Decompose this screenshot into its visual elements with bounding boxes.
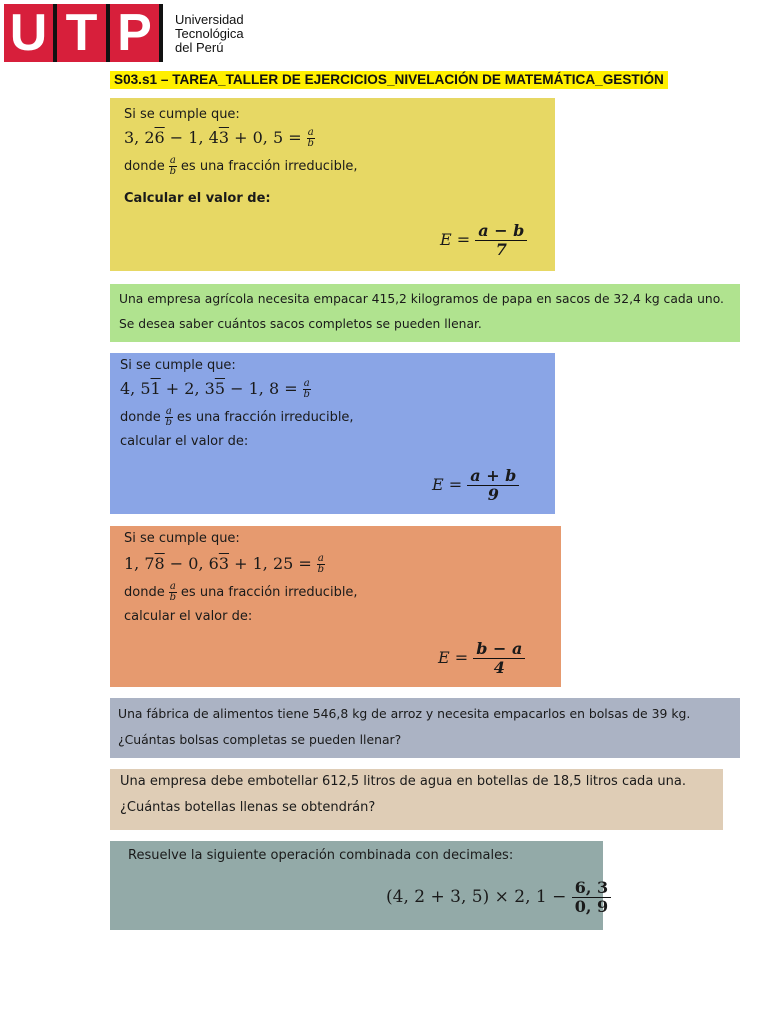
donde-fraction: [169, 156, 177, 177]
eq-term: 1, 7: [124, 554, 155, 573]
exercise-1-ask: Calcular el valor de:: [124, 191, 271, 206]
exercise-6-line-2: ¿Cuántas botellas llenas se obtendrán?: [120, 800, 376, 815]
eq-fraction: [303, 379, 311, 400]
exercise-5-line-2: ¿Cuántas bolsas completas se pueden llenar?: [118, 732, 402, 747]
exercise-1-intro: Si se cumple que:: [124, 107, 240, 122]
fraction-denominator: 0, 9: [574, 897, 609, 916]
eq-term: + 1, 25 =: [229, 554, 317, 573]
fraction-numerator: a: [169, 155, 176, 166]
fraction-denominator: b: [307, 138, 314, 149]
exercise-1-donde: [124, 156, 358, 177]
logo-text-line: del Perú: [175, 40, 224, 55]
exercise-7-box: [110, 841, 609, 930]
exercise-4-ask: calcular el valor de:: [124, 609, 253, 624]
expression-fraction: [475, 222, 527, 259]
eq-repeating-digit: 6: [154, 128, 165, 147]
exercise-1-box: [110, 98, 555, 271]
utp-logo: [4, 4, 254, 62]
expression-lhs: E =: [432, 475, 468, 494]
expression-term: (4, 2 + 3, 5) × 2, 1 −: [386, 887, 572, 907]
fraction-denominator: 9: [487, 485, 499, 504]
exercise-5-line-1: Una fábrica de alimentos tiene 546,8 kg de arroz y necesita empacarlos en bolsas de 39 kg.: [118, 706, 691, 721]
fraction-denominator: 7: [495, 240, 507, 259]
document-title: S03.s1 – TAREA_TALLER DE EJERCICIOS_NIVELACIÓN DE MATEMÁTICA_GESTIÓN: [110, 71, 668, 89]
eq-term: + 0, 5 =: [229, 128, 307, 147]
eq-term: − 1, 8 =: [225, 379, 303, 398]
exercise-3-equation: [120, 379, 311, 400]
logo-letter-p: P: [110, 4, 159, 62]
eq-repeating-digit: 5: [214, 379, 226, 398]
eq-repeating-digit: 3: [218, 554, 230, 573]
exercise-4-expression: [438, 640, 525, 677]
exercise-4-box: [110, 526, 561, 687]
exercise-7-intro: Resuelve la siguiente operación combinada con decimales:: [128, 848, 514, 863]
exercise-1-expression: [440, 222, 527, 259]
eq-term: − 1, 4: [164, 128, 219, 147]
fraction-numerator: a: [307, 127, 314, 138]
eq-term: 3, 2: [124, 128, 155, 147]
fraction-denominator: b: [169, 592, 177, 603]
fraction-denominator: 4: [493, 658, 505, 677]
exercise-2-line-2: Se desea saber cuántos sacos completos se pueden llenar.: [119, 317, 482, 331]
eq-term: 4, 5: [120, 379, 151, 398]
logo-text-line: Tecnológica: [175, 26, 244, 41]
fraction-denominator: b: [303, 389, 310, 400]
exercise-3-box: [110, 353, 555, 514]
exercise-4-donde: [124, 582, 358, 603]
eq-repeating-digit: 8: [154, 554, 165, 573]
expression-lhs: E =: [438, 648, 474, 667]
logo-separator: [159, 4, 163, 62]
expression-lhs: E =: [440, 230, 476, 249]
eq-repeating-digit: 3: [218, 128, 230, 147]
exercise-5-box: [110, 698, 740, 758]
donde-text: es una fracción irreducible,: [172, 410, 354, 425]
eq-fraction: [317, 554, 325, 575]
exercise-3-expression: [432, 467, 519, 504]
fraction-numerator: a: [317, 553, 324, 564]
exercise-2-box: [110, 284, 740, 342]
exercise-3-intro: Si se cumple que:: [120, 358, 236, 373]
exercise-6-line-1: Una empresa debe embotellar 612,5 litros de agua en botellas de 18,5 litros cada una.: [120, 774, 686, 789]
fraction-numerator: a: [169, 581, 176, 592]
exercise-6-box: [110, 769, 723, 830]
fraction-numerator: b − a: [473, 640, 525, 659]
eq-repeating-digit: 1: [150, 379, 161, 398]
exercise-3-donde: [120, 407, 354, 428]
eq-term: − 0, 6: [164, 554, 219, 573]
eq-term: + 2, 3: [160, 379, 215, 398]
eq-fraction: [307, 128, 315, 149]
logo-text-line: Universidad: [175, 12, 244, 27]
fraction-denominator: b: [169, 166, 177, 177]
expression-fraction: [572, 879, 611, 916]
exercise-2-line-1: Una empresa agrícola necesita empacar 415,2 kilogramos de papa en sacos de 32,4 kg cada uno.: [119, 292, 724, 306]
fraction-numerator: a: [303, 378, 310, 389]
fraction-denominator: b: [317, 564, 325, 575]
expression-fraction: [473, 640, 525, 677]
fraction-denominator: b: [165, 417, 173, 428]
fraction-numerator: a − b: [475, 222, 527, 241]
donde-text: es una fracción irreducible,: [176, 159, 358, 174]
fraction-numerator: a: [165, 406, 172, 417]
donde-fraction: [165, 407, 173, 428]
donde-fraction: [169, 582, 177, 603]
expression-fraction: [467, 467, 519, 504]
fraction-numerator: 6, 3: [572, 879, 611, 898]
exercise-1-equation: [124, 128, 315, 149]
donde-text: es una fracción irreducible,: [176, 585, 358, 600]
exercise-4-equation: [124, 554, 325, 575]
exercise-4-intro: Si se cumple que:: [124, 531, 240, 546]
logo-letter-u: U: [4, 4, 53, 62]
donde-text: donde: [120, 410, 165, 425]
exercise-3-ask: calcular el valor de:: [120, 434, 249, 449]
fraction-numerator: a + b: [467, 467, 519, 486]
exercise-7-expression: [386, 879, 611, 916]
logo-letter-t: T: [57, 4, 106, 62]
donde-text: donde: [124, 585, 169, 600]
logo-text: [175, 13, 244, 55]
donde-text: donde: [124, 159, 169, 174]
